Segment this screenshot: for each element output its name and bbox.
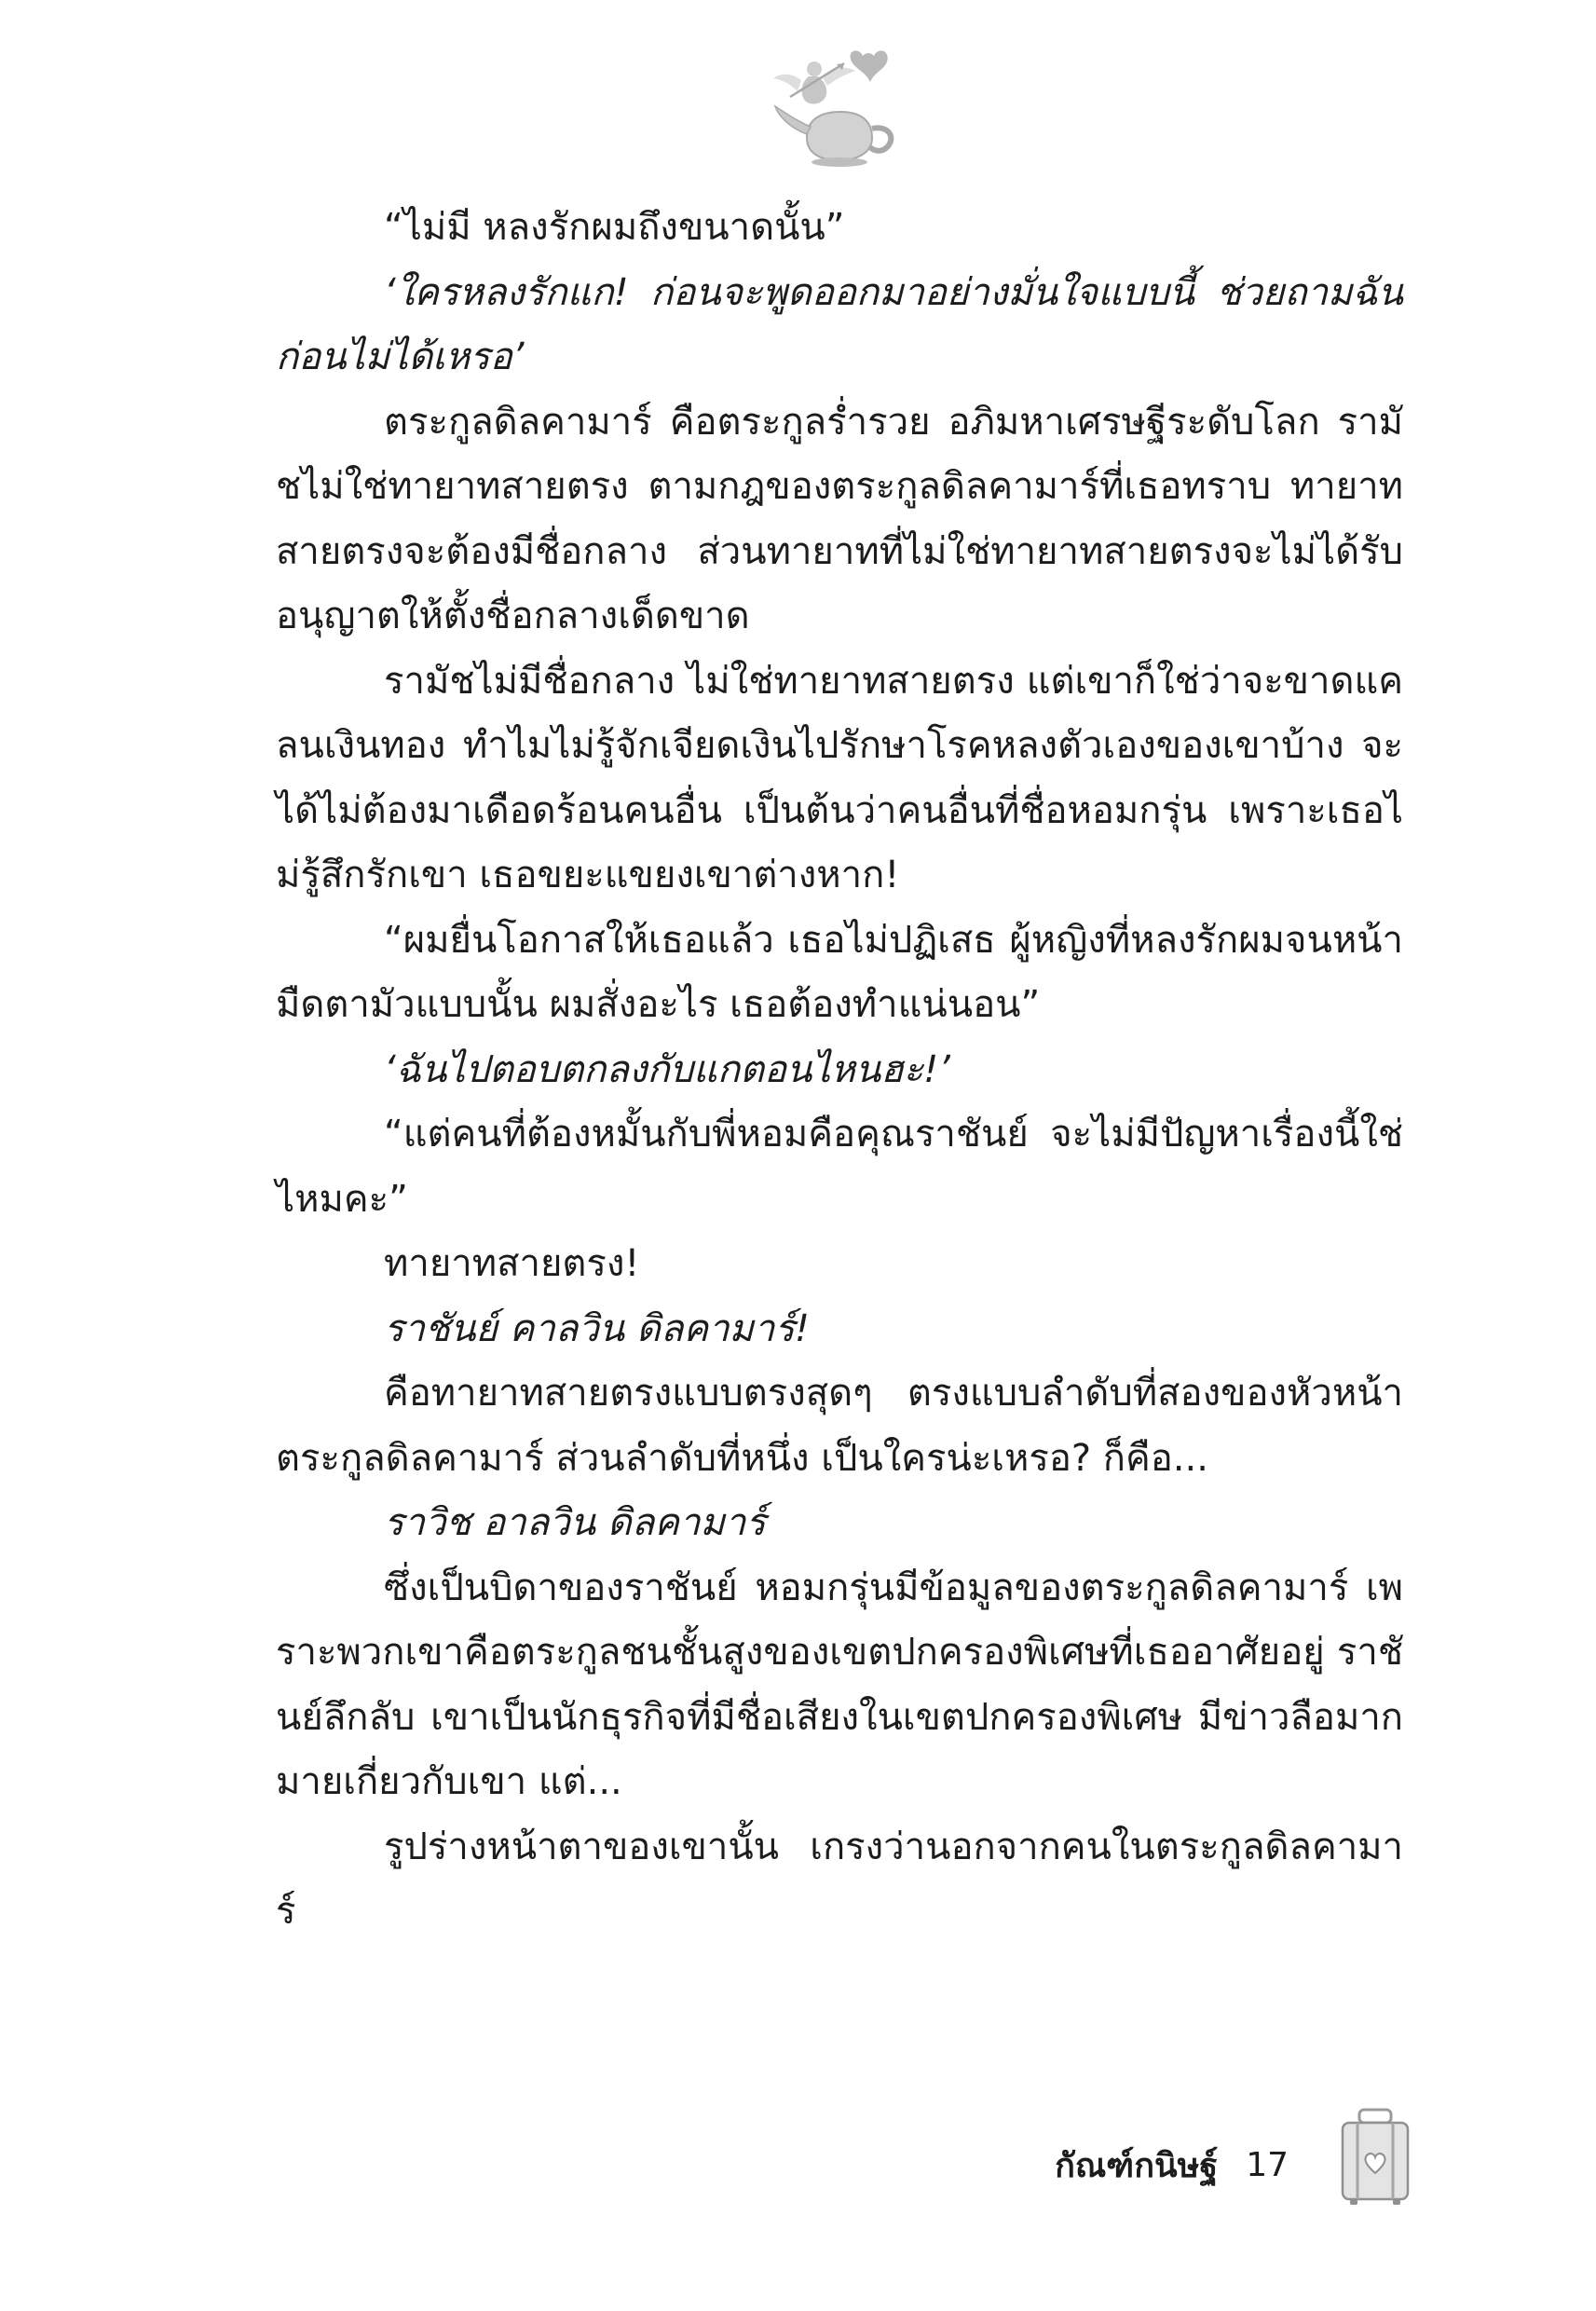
italic-paragraph: ราชันย์ คาลวิน ดิลคามาร์! bbox=[384, 1306, 810, 1350]
paragraph: “ไม่มี หลงรักผมถึงขนาดนั้น” bbox=[384, 206, 845, 249]
suitcase-heart-icon bbox=[1339, 2108, 1412, 2207]
italic-paragraph: ราวิช อาลวิน ดิลคามาร์ bbox=[384, 1501, 766, 1544]
page-number: 17 bbox=[1246, 2145, 1289, 2184]
italic-paragraph: ‘ฉันไปตอบตกลงกับแกตอนไหนฮะ!’ bbox=[384, 1047, 950, 1091]
paragraph: ซึ่งเป็นบิดาของราชันย์ หอมกรุ่นมีข้อมูลของตระกูลดิลคามาร์ เพราะพวกเขาคือตระกูลชนชั้นสูงของเขตปกครองพิเศษที่เธออาศัยอยู่ ราชันย์ลึกลับ เขาเป็นนักธุรกิจที่มีชื่อเสียงในเขตปกครองพิเศษ มีข่าวลือมากมายเกี่ยวกับเขา แต่... bbox=[276, 1566, 1403, 1803]
page-footer bbox=[1055, 2132, 1289, 2197]
paragraph: “ผมยื่นโอกาสให้เธอแล้ว เธอไม่ปฏิเสธ ผู้หญิงที่หลงรักผมจนหน้ามืดตามัวแบบนั้น ผมสั่งอะไร เธอต้องทำแน่นอน” bbox=[276, 918, 1403, 1026]
body-text bbox=[276, 196, 1403, 1945]
paragraph: รูปร่างหน้าตาของเขานั้น เกรงว่านอกจากคนในตระกูลดิลคามาร์ bbox=[276, 1825, 1403, 1933]
paragraph: รามัชไม่มีชื่อกลาง ไม่ใช่ทายาทสายตรง แต่เขาก็ใช่ว่าจะขาดแคลนเงินทอง ทำไมไม่รู้จักเจียดเงินไปรักษาโรคหลงตัวเองของเขาบ้าง จะได้ไม่ต้องมาเดือดร้อนคนอื่น เป็นต้นว่าคนอื่นที่ชื่อหอมกรุ่น เพราะเธอไม่รู้สึกรักเขา เธอขยะแขยงเขาต่างหาก! bbox=[276, 659, 1403, 896]
paragraph: “แต่คนที่ต้องหมั้นกับพี่หอมคือคุณราชันย์ จะไม่มีปัญหาเรื่องนี้ใช่ไหมคะ” bbox=[276, 1113, 1403, 1221]
italic-paragraph: ‘ใครหลงรักแก! ก่อนจะพูดออกมาอย่างมั่นใจแบบนี้ ช่วยถามฉันก่อนไม่ได้เหรอ’ bbox=[276, 270, 1403, 378]
teapot-with-cupid-ornament-icon bbox=[766, 48, 906, 170]
paragraph: ตระกูลดิลคามาร์ คือตระกูลร่ำรวย อภิมหาเศรษฐีระดับโลก รามัชไม่ใช่ทายาทสายตรง ตามกฎของตระกูลดิลคามาร์ที่เธอทราบ ทายาทสายตรงจะต้องมีชื่อกลาง ส่วนทายาทที่ไม่ใช่ทายาทสายตรงจะไม่ได้รับอนุญาตให้ตั้งชื่อกลางเด็ดขาด bbox=[276, 400, 1403, 637]
paragraph: คือทายาทสายตรงแบบตรงสุดๆ ตรงแบบลำดับที่สองของหัวหน้าตระกูลดิลคามาร์ ส่วนลำดับที่หนึ่ง เป็นใครน่ะเหรอ? ก็คือ... bbox=[276, 1372, 1403, 1480]
author-name: กัณฑ์กนิษฐ์ bbox=[1055, 2146, 1219, 2185]
paragraph: ทายาทสายตรง! bbox=[384, 1242, 640, 1285]
